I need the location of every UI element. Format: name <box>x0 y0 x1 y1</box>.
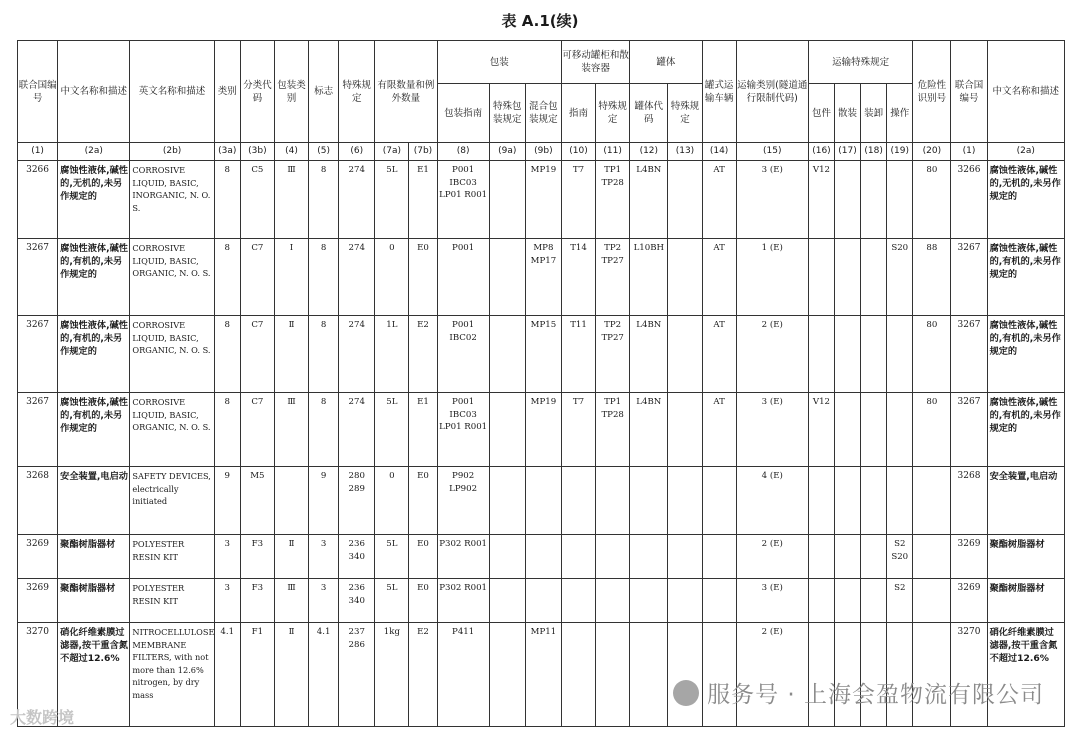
cell-cn: 腐蚀性液体,碱性的,无机的,未另作规定的 <box>58 161 130 239</box>
cell-c3b: C7 <box>240 316 274 393</box>
cell-en: POLYESTER RESIN KIT <box>130 535 214 579</box>
cell-c5: 8 <box>309 239 339 316</box>
cell-c9a <box>489 467 525 535</box>
cell-c3a: 8 <box>214 316 240 393</box>
column-number: (13) <box>668 143 702 161</box>
cell-un: 3267 <box>18 239 58 316</box>
cell-c9a <box>489 623 525 727</box>
column-number: (11) <box>596 143 630 161</box>
column-number: (16) <box>808 143 834 161</box>
header-pack-instr: 包装指南 <box>437 84 489 143</box>
cell-c11: TP2 TP27 <box>596 239 630 316</box>
cell-c18 <box>861 393 887 467</box>
cell-c18 <box>861 161 887 239</box>
cell-c6: 236 340 <box>339 579 375 623</box>
header-vehicle: 罐式运输车辆 <box>702 41 736 143</box>
cell-en: CORROSIVE LIQUID, BASIC, ORGANIC, N. O. S. <box>130 316 214 393</box>
cell-un: 3267 <box>18 393 58 467</box>
cell-c11: TP1 TP28 <box>596 393 630 467</box>
cell-c20: 88 <box>913 239 951 316</box>
header-tank-code: 罐体代码 <box>630 84 668 143</box>
cell-c4: Ⅱ <box>274 623 308 727</box>
header-pack-special: 特殊包装规定 <box>489 84 525 143</box>
column-number: (1) <box>951 143 987 161</box>
header-name-cn-2: 中文名称和描述 <box>987 41 1064 143</box>
watermark-text: 服务号 · 上海会盈物流有限公司 <box>707 682 1044 708</box>
cell-c18 <box>861 623 887 727</box>
cell-c11 <box>596 535 630 579</box>
cell-c17 <box>835 239 861 316</box>
cell-c12: L4BN <box>630 393 668 467</box>
table-title: 表 A.1(续) <box>501 12 579 30</box>
cell-c9b <box>525 535 561 579</box>
cell-c20 <box>913 623 951 727</box>
cell-c3a: 3 <box>214 579 240 623</box>
cell-un: 3269 <box>18 535 58 579</box>
cell-c15: 2 (E) <box>736 316 808 393</box>
cell-cn2: 腐蚀性液体,碱性的,有机的,未另作规定的 <box>987 239 1064 316</box>
cell-c20: 80 <box>913 161 951 239</box>
cell-c13 <box>668 161 702 239</box>
column-number: (17) <box>835 143 861 161</box>
cell-c16 <box>808 316 834 393</box>
cell-c7b: E2 <box>409 316 437 393</box>
cell-cn: 聚酯树脂器材 <box>58 579 130 623</box>
cell-c9b: MP19 <box>525 393 561 467</box>
cell-c8: P411 <box>437 623 489 727</box>
cell-c17 <box>835 535 861 579</box>
cell-c8: P001 IBC03 LP01 R001 <box>437 393 489 467</box>
cell-c3a: 8 <box>214 239 240 316</box>
header-class-code: 分类代码 <box>240 41 274 143</box>
cell-c14: AT <box>702 239 736 316</box>
cell-un2: 3267 <box>951 316 987 393</box>
cell-c17 <box>835 161 861 239</box>
cell-c18 <box>861 316 887 393</box>
header-tank-special: 特殊规定 <box>668 84 702 143</box>
cell-c14 <box>702 623 736 727</box>
cell-c7a: 0 <box>375 239 409 316</box>
cell-c13 <box>668 623 702 727</box>
column-number: (5) <box>309 143 339 161</box>
cell-c8: P001 <box>437 239 489 316</box>
cell-un2: 3266 <box>951 161 987 239</box>
cell-c12: L4BN <box>630 316 668 393</box>
cell-c13 <box>668 467 702 535</box>
cell-c3a: 8 <box>214 393 240 467</box>
cell-c18 <box>861 239 887 316</box>
cell-un: 3267 <box>18 316 58 393</box>
cell-c3b: C5 <box>240 161 274 239</box>
cell-c3b: F3 <box>240 535 274 579</box>
cell-c17 <box>835 393 861 467</box>
header-name-cn: 中文名称和描述 <box>58 41 130 143</box>
cell-c9b: MP8 MP17 <box>525 239 561 316</box>
cell-c9b: MP15 <box>525 316 561 393</box>
cell-c4 <box>274 467 308 535</box>
cell-c7b: E0 <box>409 579 437 623</box>
cell-c15: 2 (E) <box>736 535 808 579</box>
column-number: (3b) <box>240 143 274 161</box>
column-number: (8) <box>437 143 489 161</box>
header-limited: 有限数量和例外数量 <box>375 41 437 143</box>
cell-c10: T7 <box>561 161 595 239</box>
table-row <box>18 316 1065 393</box>
cell-c13 <box>668 579 702 623</box>
header-portable: 可移动罐柜和散装容器 <box>561 41 629 84</box>
column-number: (6) <box>339 143 375 161</box>
cell-c15: 3 (E) <box>736 161 808 239</box>
cell-c11 <box>596 579 630 623</box>
cell-c15: 3 (E) <box>736 393 808 467</box>
cell-c8: P001 IBC03 LP01 R001 <box>437 161 489 239</box>
header-portable-special: 特殊规定 <box>596 84 630 143</box>
cell-cn: 安全装置,电启动 <box>58 467 130 535</box>
cell-c7b: E2 <box>409 623 437 727</box>
cell-c15: 1 (E) <box>736 239 808 316</box>
column-number: (9a) <box>489 143 525 161</box>
cell-c12 <box>630 579 668 623</box>
cell-c6: 274 <box>339 161 375 239</box>
cell-un2: 3269 <box>951 535 987 579</box>
cell-c18 <box>861 579 887 623</box>
column-number: (4) <box>274 143 308 161</box>
column-number: (7b) <box>409 143 437 161</box>
cell-cn2: 腐蚀性液体,碱性的,有机的,未另作规定的 <box>987 316 1064 393</box>
cell-c20: 80 <box>913 316 951 393</box>
cell-c4: Ⅱ <box>274 535 308 579</box>
cell-c3b: C7 <box>240 393 274 467</box>
cell-c15: 4 (E) <box>736 467 808 535</box>
cell-cn: 腐蚀性液体,碱性的,有机的,未另作规定的 <box>58 393 130 467</box>
cell-c15: 2 (E) <box>736 623 808 727</box>
cell-c4: Ⅲ <box>274 579 308 623</box>
cell-c14: AT <box>702 393 736 467</box>
cell-c10 <box>561 467 595 535</box>
cell-c17 <box>835 467 861 535</box>
cell-c16: V12 <box>808 161 834 239</box>
cell-un: 3270 <box>18 623 58 727</box>
cell-c7b: E0 <box>409 467 437 535</box>
column-number: (9b) <box>525 143 561 161</box>
cell-en: NITROCELLULOSE MEMBRANE FILTERS, with not more than 12.6% nitrogen, by dry mass <box>130 623 214 727</box>
cell-c10 <box>561 579 595 623</box>
cell-c7b: E1 <box>409 161 437 239</box>
cell-cn2: 聚酯树脂器材 <box>987 535 1064 579</box>
column-number: (2a) <box>987 143 1064 161</box>
header-operation: 操作 <box>887 84 913 143</box>
cell-c5: 8 <box>309 393 339 467</box>
column-number: (7a) <box>375 143 409 161</box>
cell-c12: L10BH <box>630 239 668 316</box>
column-number: (2a) <box>58 143 130 161</box>
cell-en: CORROSIVE LIQUID, BASIC, INORGANIC, N. O. S. <box>130 161 214 239</box>
cell-c4: Ⅲ <box>274 161 308 239</box>
header-class: 类别 <box>214 41 240 143</box>
cell-c9b <box>525 579 561 623</box>
cell-c4: Ⅰ <box>274 239 308 316</box>
header-label: 标志 <box>309 41 339 143</box>
cell-un: 3268 <box>18 467 58 535</box>
cell-en: SAFETY DEVICES, electrically initiated <box>130 467 214 535</box>
cell-c10 <box>561 623 595 727</box>
cell-c16 <box>808 535 834 579</box>
cell-cn2: 腐蚀性液体,碱性的,无机的,未另作规定的 <box>987 161 1064 239</box>
cell-c6: 237 286 <box>339 623 375 727</box>
cell-c14 <box>702 467 736 535</box>
cell-c5: 9 <box>309 467 339 535</box>
column-number: (20) <box>913 143 951 161</box>
cell-c5: 3 <box>309 535 339 579</box>
header-bulk: 散装 <box>835 84 861 143</box>
cell-un2: 3267 <box>951 393 987 467</box>
cell-c5: 3 <box>309 579 339 623</box>
cell-c3b: F1 <box>240 623 274 727</box>
wechat-icon <box>673 680 699 706</box>
cell-c17 <box>835 579 861 623</box>
cell-c14: AT <box>702 161 736 239</box>
cell-c7a: 1kg <box>375 623 409 727</box>
cell-c3b: C7 <box>240 239 274 316</box>
cell-c6: 274 <box>339 239 375 316</box>
header-transport-special: 运输特殊规定 <box>808 41 912 84</box>
header-tank: 罐体 <box>630 41 702 84</box>
table-row <box>18 623 1065 727</box>
header-package: 包件 <box>808 84 834 143</box>
cell-c8: P902 LP902 <box>437 467 489 535</box>
cell-c9a <box>489 535 525 579</box>
cell-c17 <box>835 316 861 393</box>
header-packaging: 包装 <box>437 41 561 84</box>
cell-c19: S20 <box>887 239 913 316</box>
cell-c6: 274 <box>339 393 375 467</box>
cell-c16 <box>808 239 834 316</box>
cell-c10: T14 <box>561 239 595 316</box>
cell-cn: 腐蚀性液体,碱性的,有机的,未另作规定的 <box>58 239 130 316</box>
cell-cn2: 硝化纤维素膜过滤器,按干重含氮不超过12.6% <box>987 623 1064 727</box>
cell-c5: 8 <box>309 316 339 393</box>
cell-c11 <box>596 623 630 727</box>
cell-en: POLYESTER RESIN KIT <box>130 579 214 623</box>
column-number: (10) <box>561 143 595 161</box>
cell-un2: 3268 <box>951 467 987 535</box>
cell-c9a <box>489 161 525 239</box>
cell-c6: 280 289 <box>339 467 375 535</box>
cell-c19 <box>887 393 913 467</box>
cell-c12: L4BN <box>630 161 668 239</box>
cell-c8: P302 R001 <box>437 579 489 623</box>
cell-c20: 80 <box>913 393 951 467</box>
cell-c14 <box>702 535 736 579</box>
header-packing-group: 包装类别 <box>274 41 308 143</box>
cell-cn2: 安全装置,电启动 <box>987 467 1064 535</box>
cell-c7a: 5L <box>375 535 409 579</box>
cell-c14 <box>702 579 736 623</box>
cell-c7a: 5L <box>375 161 409 239</box>
cell-c15: 3 (E) <box>736 579 808 623</box>
cell-un: 3266 <box>18 161 58 239</box>
cell-c18 <box>861 467 887 535</box>
cell-c13 <box>668 535 702 579</box>
cell-c7a: 5L <box>375 393 409 467</box>
cell-c9a <box>489 579 525 623</box>
cell-c19 <box>887 467 913 535</box>
cell-c20 <box>913 579 951 623</box>
cell-cn2: 聚酯树脂器材 <box>987 579 1064 623</box>
cell-c17 <box>835 623 861 727</box>
header-un-no-2: 联合国编号 <box>951 41 987 143</box>
cell-c3a: 4.1 <box>214 623 240 727</box>
cell-en: CORROSIVE LIQUID, BASIC, ORGANIC, N. O. S. <box>130 393 214 467</box>
cell-cn: 腐蚀性液体,碱性的,有机的,未另作规定的 <box>58 316 130 393</box>
cell-c20 <box>913 467 951 535</box>
header-hazard-id: 危险性识别号 <box>913 41 951 143</box>
column-number: (14) <box>702 143 736 161</box>
table-row <box>18 393 1065 467</box>
cell-c13 <box>668 316 702 393</box>
table-row <box>18 535 1065 579</box>
cell-c10: T7 <box>561 393 595 467</box>
column-number: (15) <box>736 143 808 161</box>
cell-c16 <box>808 467 834 535</box>
header-un-no: 联合国编号 <box>18 41 58 143</box>
cell-c9a <box>489 393 525 467</box>
header-portable-instr: 指南 <box>561 84 595 143</box>
cell-un2: 3267 <box>951 239 987 316</box>
header-mixed-pack: 混合包装规定 <box>525 84 561 143</box>
column-number: (19) <box>887 143 913 161</box>
header-special: 特殊规定 <box>339 41 375 143</box>
cell-c9a <box>489 316 525 393</box>
cell-un: 3269 <box>18 579 58 623</box>
cell-c19 <box>887 316 913 393</box>
cell-c19: S2 S20 <box>887 535 913 579</box>
cell-c12 <box>630 623 668 727</box>
cell-c9a <box>489 239 525 316</box>
cell-c10: T11 <box>561 316 595 393</box>
cell-cn: 硝化纤维素膜过滤器,按干重含氮不超过12.6% <box>58 623 130 727</box>
cell-c7a: 0 <box>375 467 409 535</box>
column-number: (1) <box>18 143 58 161</box>
column-number: (12) <box>630 143 668 161</box>
column-number: (3a) <box>214 143 240 161</box>
cell-c9b <box>525 467 561 535</box>
column-number: (18) <box>861 143 887 161</box>
header-loading: 装卸 <box>861 84 887 143</box>
table-row <box>18 579 1065 623</box>
cell-c11: TP2 TP27 <box>596 316 630 393</box>
cell-c13 <box>668 393 702 467</box>
cell-c5: 8 <box>309 161 339 239</box>
cell-c7a: 5L <box>375 579 409 623</box>
cell-c6: 236 340 <box>339 535 375 579</box>
column-number: (2b) <box>130 143 214 161</box>
cell-c6: 274 <box>339 316 375 393</box>
cell-c4: Ⅲ <box>274 393 308 467</box>
cell-c7a: 1L <box>375 316 409 393</box>
cell-c7b: E0 <box>409 535 437 579</box>
cell-c5: 4.1 <box>309 623 339 727</box>
cell-c8: P001 IBC02 <box>437 316 489 393</box>
cell-c8: P302 R001 <box>437 535 489 579</box>
cell-c3b: M5 <box>240 467 274 535</box>
cell-cn: 聚酯树脂器材 <box>58 535 130 579</box>
cell-c3a: 9 <box>214 467 240 535</box>
cell-c20 <box>913 535 951 579</box>
cell-c9b: MP19 <box>525 161 561 239</box>
cell-c12 <box>630 535 668 579</box>
table-row <box>18 239 1065 316</box>
dangerous-goods-table <box>17 40 1065 727</box>
table-row <box>18 467 1065 535</box>
table-row <box>18 161 1065 239</box>
cell-c3a: 3 <box>214 535 240 579</box>
header-name-en: 英文名称和描述 <box>130 41 214 143</box>
cell-c10 <box>561 535 595 579</box>
cell-un2: 3270 <box>951 623 987 727</box>
cell-c9b: MP11 <box>525 623 561 727</box>
watermark <box>673 676 1044 709</box>
cell-c19 <box>887 623 913 727</box>
cell-c13 <box>668 239 702 316</box>
cell-c16: V12 <box>808 393 834 467</box>
cell-c11 <box>596 467 630 535</box>
cell-c3b: F3 <box>240 579 274 623</box>
cell-c3a: 8 <box>214 161 240 239</box>
cell-un2: 3269 <box>951 579 987 623</box>
cell-cn2: 腐蚀性液体,碱性的,有机的,未另作规定的 <box>987 393 1064 467</box>
cell-c7b: E0 <box>409 239 437 316</box>
cell-c7b: E1 <box>409 393 437 467</box>
cell-c4: Ⅱ <box>274 316 308 393</box>
cell-c14: AT <box>702 316 736 393</box>
cell-c19 <box>887 161 913 239</box>
cell-c16 <box>808 623 834 727</box>
cell-c19: S2 <box>887 579 913 623</box>
cell-c12 <box>630 467 668 535</box>
cell-c11: TP1 TP28 <box>596 161 630 239</box>
cell-c18 <box>861 535 887 579</box>
watermark-corner: 大数跨境 <box>10 708 75 727</box>
cell-c16 <box>808 579 834 623</box>
header-transport-cat: 运输类别(隧道通行限制代码) <box>736 41 808 143</box>
cell-en: CORROSIVE LIQUID, BASIC, ORGANIC, N. O. S. <box>130 239 214 316</box>
